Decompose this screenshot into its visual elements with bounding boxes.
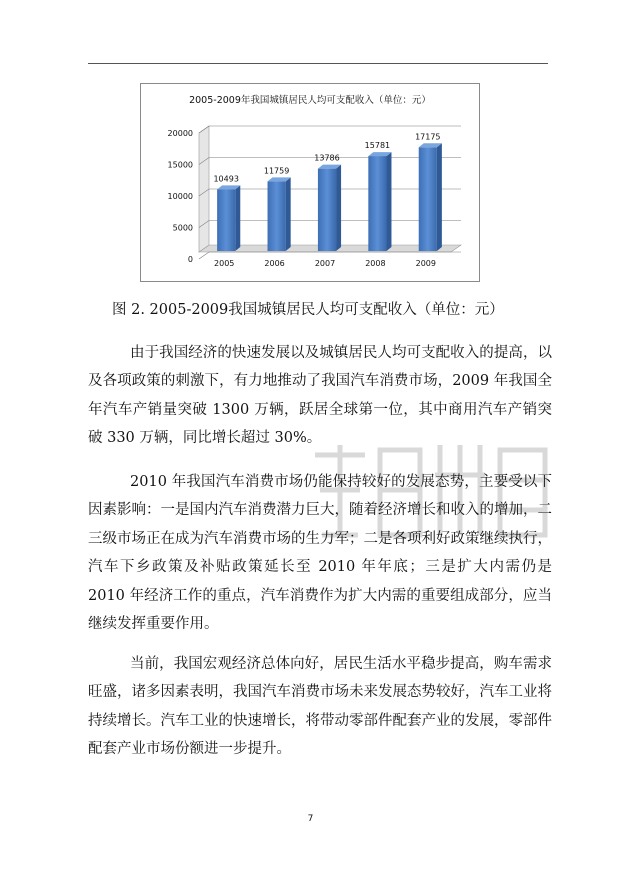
chart-title: 2005-2009年我国城镇居民人均可支配收入（单位：元） (189, 95, 431, 106)
chart-side-wall (199, 126, 209, 252)
bar-side (235, 185, 240, 251)
y-gridline (199, 252, 461, 259)
x-tick-label: 2008 (365, 259, 386, 268)
bar-side (336, 165, 341, 251)
y-tick-label: 20000 (167, 129, 193, 138)
page-number: 7 (307, 814, 314, 824)
data-label: 15781 (364, 141, 391, 151)
data-label: 10493 (213, 174, 239, 184)
bar-2005 (217, 189, 235, 251)
paragraph-1: 由于我国经济的快速发展以及城镇居民人均可支配收入的提高，以及各项政策的刺激下，有力地推动了我国汽车消费市场，2009 年我国全年汽车产销量突破 1300 万辆，跃居全球第一位，其中商用汽车产销突破 330 万辆，同比增长超过 30%。 (88, 344, 552, 446)
y-tick-label: 0 (187, 255, 193, 264)
bar-side (437, 143, 442, 251)
bar-side (386, 152, 391, 251)
figure-caption: 图 2. 2005-2009我国城镇居民人均可支配收入（单位：元） (112, 302, 504, 318)
bar-2009 (419, 147, 437, 251)
data-label: 17175 (415, 132, 441, 142)
chart-canvas (141, 84, 479, 281)
bar-2007 (318, 169, 336, 251)
x-tick-label: 2005 (214, 259, 235, 268)
x-tick-label: 2006 (264, 259, 285, 268)
data-label: 11759 (263, 166, 290, 176)
header-rule (88, 63, 548, 64)
bar-2008 (368, 156, 386, 251)
paragraph-3: 当前，我国宏观经济总体向好，居民生活水平稳步提高，购车需求旺盛，诸多因素表明，我国汽车消费市场未来发展态势较好，汽车工业将持续增长。汽车工业的快速增长，将带动零部件配套产业的发展，零部件配套产业市场份额进一步提升。 (88, 655, 552, 757)
paragraph-2: 2010 年我国汽车消费市场仍能保持较好的发展态势，主要受以下因素影响：一是国内汽车消费潜力巨大，随着经济增长和收入的增加，二三级市场正在成为汽车消费市场的生力军；二是各项利好政策继续执行，汽车下乡政策及补贴政策延长至 2010 年年底；三是扩大内需仍是 2010 年经济工作的重点，汽车消费作为扩大内需的重要组成部分，应当继续发挥重要作用。 (88, 473, 552, 632)
y-tick-label: 15000 (167, 160, 193, 170)
bar-2006 (268, 181, 286, 251)
y-tick-label: 5000 (172, 223, 193, 233)
income-bar-chart (140, 83, 480, 282)
x-tick-label: 2007 (314, 259, 336, 268)
bar-side (286, 177, 291, 251)
y-tick-label: 10000 (167, 192, 193, 201)
x-tick-label: 2009 (415, 259, 436, 268)
data-label: 13786 (314, 153, 340, 163)
